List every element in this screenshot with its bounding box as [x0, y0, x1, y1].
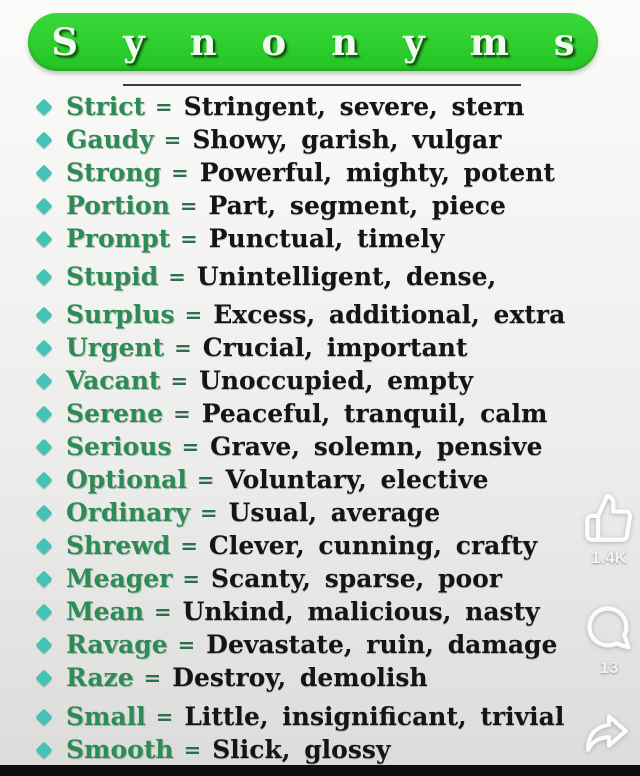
entry-word: Strict [66, 92, 146, 121]
list-item [38, 364, 634, 397]
comment-count: 13 [599, 658, 619, 677]
diamond-bullet-icon [36, 131, 53, 148]
list-item [38, 298, 634, 331]
entry-synonyms: Part, segment, piece [208, 191, 506, 220]
equals-sign: = [155, 704, 174, 729]
diamond-bullet-icon [36, 438, 53, 455]
diamond-bullet-icon [36, 306, 53, 323]
diamond-bullet-icon [36, 372, 53, 389]
diamond-bullet-icon [36, 471, 53, 488]
entry-synonyms: Grave, solemn, pensive [210, 432, 543, 461]
entry-synonyms: Usual, average [228, 498, 441, 527]
entry-word: Portion [66, 191, 170, 220]
equals-sign: = [163, 127, 182, 152]
entry-synonyms: Little, insignificant, trivial [184, 702, 565, 731]
entry-synonyms: Showy, garish, vulgar [192, 125, 502, 154]
diamond-bullet-icon [36, 164, 53, 181]
diamond-bullet-icon [36, 339, 53, 356]
entry-word: Strong [66, 158, 162, 187]
equals-sign: = [170, 368, 189, 393]
list-item [38, 661, 634, 694]
diamond-bullet-icon [36, 603, 53, 620]
equals-sign: = [200, 500, 218, 525]
diamond-bullet-icon [36, 636, 53, 653]
equals-sign: = [177, 632, 196, 657]
equals-sign: = [180, 533, 198, 558]
list-item [38, 189, 634, 222]
entry-synonyms: Crucial, important [202, 333, 468, 362]
entry-synonyms: Clever, cunning, crafty [208, 531, 538, 560]
entry-word: Small [66, 702, 146, 731]
entry-synonyms: Powerful, mighty, potent [199, 158, 555, 187]
equals-sign: = [182, 566, 200, 591]
list-item [38, 496, 634, 529]
equals-sign: = [183, 737, 202, 762]
entry-word: Raze [66, 663, 134, 692]
equals-sign: = [174, 335, 192, 360]
diamond-bullet-icon [36, 230, 53, 247]
header-pill [28, 13, 620, 71]
entry-synonyms: Peaceful, tranquil, calm [201, 399, 548, 428]
bottom-letterbox-bar [0, 765, 640, 776]
diamond-bullet-icon [36, 197, 53, 214]
entry-word: Gaudy [66, 125, 154, 154]
entry-word: Stupid [66, 262, 159, 291]
list-item [38, 463, 634, 496]
entry-word: Meager [66, 564, 173, 593]
entry-word: Optional [66, 465, 187, 494]
entry-synonyms: Stringent, severe, stern [183, 92, 525, 121]
entry-synonyms: Devastate, ruin, damage [206, 630, 558, 659]
list-item [38, 529, 634, 562]
diamond-bullet-icon [36, 570, 53, 587]
entry-word: Shrewd [66, 531, 171, 560]
list-item [38, 123, 634, 156]
entry-word: Ravage [66, 630, 168, 659]
diamond-bullet-icon [36, 504, 53, 521]
entry-synonyms: Unoccupied, empty [199, 366, 474, 395]
entry-word: Ordinary [66, 498, 190, 527]
list-item [38, 700, 634, 733]
equals-sign: = [155, 94, 173, 119]
list-item [38, 562, 634, 595]
entry-synonyms: Slick, glossy [212, 735, 391, 764]
entry-synonyms: Destroy, demolish [172, 663, 428, 692]
share-arrow-icon[interactable] [584, 706, 634, 756]
diamond-bullet-icon [36, 405, 53, 422]
comment-icon[interactable] [583, 602, 635, 654]
entry-synonyms: Excess, additional, extra [213, 300, 566, 329]
list-item [38, 595, 634, 628]
list-item [38, 222, 634, 255]
diamond-bullet-icon [36, 537, 53, 554]
equals-sign: = [180, 226, 198, 251]
header-underline [123, 84, 521, 86]
diamond-bullet-icon [36, 669, 53, 686]
equals-sign: = [171, 160, 189, 185]
entry-word: Mean [66, 597, 144, 626]
list-item [38, 90, 634, 123]
entry-word: Serene [66, 399, 164, 428]
equals-sign: = [184, 302, 203, 327]
entry-word: Vacant [66, 366, 161, 395]
equals-sign: = [179, 193, 198, 218]
equals-sign: = [196, 467, 215, 492]
engagement-rail [580, 492, 638, 756]
diamond-bullet-icon [36, 741, 53, 758]
list-item [38, 397, 634, 430]
page-title: Synonyms [51, 20, 620, 64]
list-item [38, 733, 634, 766]
diamond-bullet-icon [36, 98, 53, 115]
entry-synonyms: Unintelligent, dense, [196, 262, 497, 291]
entry-synonyms: Voluntary, elective [225, 465, 489, 494]
list-item [38, 331, 634, 364]
thumbs-up-icon[interactable] [583, 492, 635, 544]
list-item [38, 156, 634, 189]
entry-word: Smooth [66, 735, 174, 764]
list-item [38, 430, 634, 463]
like-count: 1.4K [591, 548, 627, 567]
equals-sign: = [168, 264, 186, 289]
equals-sign: = [173, 401, 191, 426]
list-item [38, 260, 634, 293]
entry-synonyms: Punctual, timely [208, 224, 445, 253]
diamond-bullet-icon [36, 708, 53, 725]
entry-word: Surplus [66, 300, 175, 329]
entry-word: Serious [66, 432, 172, 461]
diamond-bullet-icon [36, 268, 53, 285]
entry-synonyms: Unkind, malicious, nasty [182, 597, 540, 626]
entry-word: Urgent [66, 333, 165, 362]
list-item [38, 628, 634, 661]
equals-sign: = [153, 599, 172, 624]
synonym-list [38, 90, 634, 766]
entry-synonyms: Scanty, sparse, poor [210, 564, 503, 593]
entry-word: Prompt [66, 224, 171, 253]
equals-sign: = [181, 434, 200, 459]
equals-sign: = [143, 665, 162, 690]
